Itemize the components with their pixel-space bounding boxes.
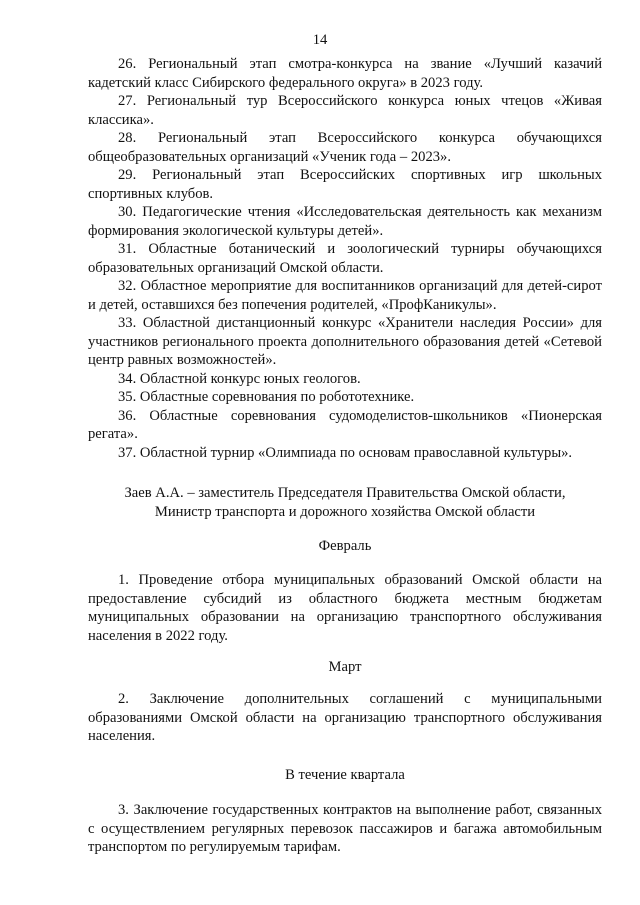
list-item: 37. Областной турнир «Олимпиада по основам православной культуры». xyxy=(118,444,573,461)
list-item: 33. Областной дистанционный конкурс «Хранители наследия России» для участников регионального проекта дополнительного образования детей «Сетевой центр равных возможностей». xyxy=(88,315,602,368)
month-heading-february: Февраль xyxy=(318,538,372,554)
official-header xyxy=(88,484,602,521)
section-march xyxy=(88,690,602,746)
events-list xyxy=(88,55,602,462)
list-item: 34. Областной конкурс юных геологов. xyxy=(118,370,361,387)
section-february xyxy=(88,571,602,645)
list-item: 30. Педагогические чтения «Исследовательская деятельность как механизм формирования экологической культуры детей». xyxy=(88,204,602,239)
list-item: 2. Заключение дополнительных соглашений с муниципальными образованиями Омской области на организацию транспортного обслуживания населения. xyxy=(88,691,602,744)
list-item: 3. Заключение государственных контрактов на выполнение работ, связанных с осуществлением регулярных перевозок пассажиров и багажа автомобильным транспортом по регулируемым тарифам. xyxy=(88,802,602,855)
list-item: 1. Проведение отбора муниципальных образований Омской области на предоставление субсидий из областного бюджета местным бюджетам муниципальных образовании на организацию транспортного обслуживания населения в 2022 году. xyxy=(88,572,602,644)
list-item: 36. Областные соревнования судомоделистов-школьников «Пионерская регата». xyxy=(88,407,602,442)
list-item: 28. Региональный этап Всероссийского конкурса обучающихся общеобразовательных организаций «Ученик года – 2023». xyxy=(88,130,602,165)
section-quarter xyxy=(88,801,602,857)
list-item: 29. Региональный этап Всероссийских спортивных игр школьных спортивных клубов. xyxy=(88,167,602,202)
list-item: 31. Областные ботанический и зоологический турниры обучающихся образовательных организаций Омской области. xyxy=(88,241,602,276)
official-title-line1: Заев А.А. – заместитель Председателя Правительства Омской области, xyxy=(124,485,566,501)
official-title-line2: Министр транспорта и дорожного хозяйства Омской области xyxy=(154,503,536,520)
month-heading-march: Март xyxy=(328,659,362,675)
list-item: 26. Региональный этап смотра-конкурса на звание «Лучший казачий кадетский класс Сибирского федерального округа» в 2023 году. xyxy=(88,56,602,91)
page-number: 14 xyxy=(312,32,328,48)
list-item: 32. Областное мероприятие для воспитанников организаций для детей-сирот и детей, оставшихся без попечения родителей, «ПрофКаникулы». xyxy=(88,278,602,313)
list-item: 35. Областные соревнования по робототехнике. xyxy=(118,389,415,405)
period-heading-quarter: В течение квартала xyxy=(285,767,405,783)
list-item: 27. Региональный тур Всероссийского конкурса юных чтецов «Живая классика». xyxy=(88,93,602,128)
